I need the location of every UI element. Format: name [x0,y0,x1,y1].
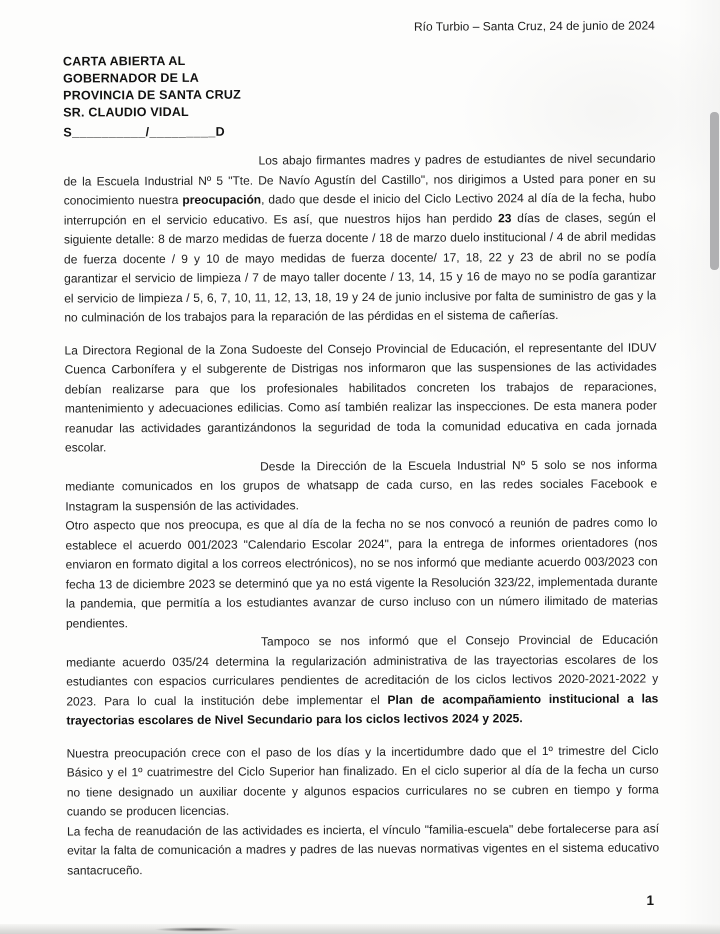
recipient-line: CARTA ABIERTA AL [62,53,186,69]
body-text: Nuestra preocupación crece con el paso de los días y la incertidumbre dado que el 1º trimestre del Ciclo Básico y el 1º cuatrimestre del Ciclo Superior han finalizado. En el ciclo superior al día de la fecha un curso no tiene designado un auxiliar docente y algunos espacios curriculares no se cubren en tiempo y forma cuando se producen licencias. [66,743,659,819]
paragraph [67,819,659,881]
page-bottom-shadow [0,924,720,934]
recipient-line: PROVINCIA DE SANTA CRUZ [63,87,241,103]
recipient-line: GOBERNADOR DE LA [63,70,199,86]
paragraph [63,150,656,329]
body-text: Los abajo firmantes madres y padres de estudiantes de nivel secundario de la Escuela Industrial Nº 5 "Tte. De Navío Agustín del Castillo", nos dirigimos a Usted para poner en su conocimiento nuestra [63,151,656,208]
scan-smudge [150,927,245,932]
paragraph [65,514,658,634]
recipient-line: SR. CLAUDIO VIDAL [63,105,189,120]
paragraph [64,338,657,458]
letter-sheet [63,10,660,880]
paragraph [66,631,659,732]
scrollbar-thumb[interactable] [710,112,719,270]
dateline: Río Turbio – Santa Cruz, 24 de junio de 2024 [413,18,655,34]
body-text: días de clases, según el siguiente detalle: 8 de marzo medidas de fuerza docente / 18 de marzo duelo institucional / 4 de abril medidas de fuerza docente / 9 y 10 de mayo medidas de fuerza docente/ 17, 18, 22 y 23 de abril no se podía garantizar el servicio de limpieza / 7 de mayo taller docente / 13, 14, 15 y 16 de mayo no se podía garantizar el servicio de limpieza / 5, 6, 7, 10, 11, 12, 13, 18, 19 y 24 de junio inclusive por falta de suministro de gas y la no culminación de los trabajos para la reparación de las pérdidas en el sistema de cañerías. [63,210,657,325]
paragraph [65,455,657,517]
body-text: Desde la Dirección de la Escuela Industrial Nº 5 solo se nos informa mediante comunicados en los grupos de whatsapp de cada curso, en las redes sociales Facebook e Instagram la suspensión de las actividades. [65,457,658,514]
bold-text: Plan de acompañamiento institucional a las trayectorias escolares de Nivel Secundario para los ciclos lectivos 2024 y 2025. [66,691,659,728]
page-number: 1 [646,893,654,908]
bold-text: preocupación [182,192,262,208]
body-text: Tampoco se nos informó que el Consejo Provincial de Educación mediante acuerdo 035/24 determina la regularización administrativa de las trayectorias escolares de los estudiantes con espacios curriculares pendientes de acreditación de los ciclos lectivos 2020-2021-2022 y 2023. Para lo cual la institución debe implementar el [66,632,659,709]
body-text: , dado que desde el inicio del Ciclo Lectivo 2024 al día de la fecha, hubo interrupción en el servicio educativo. Es así, que nuestros hijos han perdido [63,190,656,228]
bold-text: 23 [498,211,512,226]
recipient-block [63,50,655,122]
body-text: Otro aspecto que nos preocupa, es que al día de la fecha no se nos convocó a reunión de padres como lo establece el acuerdo 001/2023 "Calendario Escolar 2024", para la entrega de informes orientadores (nos enviaron en formato digital a los correos electrónicos), no se nos informó que mediante acuerdo 003/2023 con fecha 13 de diciembre 2023 se determinó que ya no está vigente la Resolución 323/22, implementada durante la pandemia, que permitía a los estudiantes avanzar de curso incluso con un número ilimitado de materias pendientes. [65,515,658,631]
body-text: La Directora Regional de la Zona Sudoeste del Consejo Provincial de Educación, el representante del IDUV Cuenca Carbonífera y el subgerente de Distrigas nos informaron que las suspensiones de las actividades debían realizarse para que los profesionales habilitados concreten los trabajos de reparaciones, mantenimiento y adecuaciones edilicias. Como así también realizar las inspecciones. De esta manera poder reanudar las actividades garantizándonos la seguridad de toda la comunidad educativa en cada jornada escolar. [64,340,657,455]
paragraph [67,741,659,822]
body-text: La fecha de reanudación de las actividades es incierta, el vínculo "familia-escuela" debe fortalecerse para así evitar la falta de comunicación a madres y padres de las nuevas normativas vigentes en el sistema educativo santacruceño. [66,821,660,878]
letter-body [63,150,659,881]
salutation-line: S__________/_________D [63,125,226,140]
